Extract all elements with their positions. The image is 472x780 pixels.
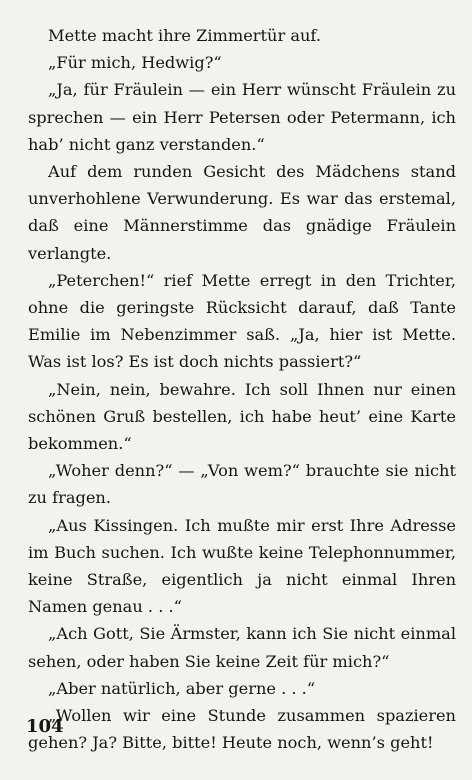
paragraph: „Aber natürlich, aber gerne . . .“: [48, 678, 316, 698]
paragraph: „Peterchen!“ rief Mette erregt in den Trichter, ohne die geringste Rücksicht darauf, daß Tante Emilie im Nebenzimmer saß. „Ja, hier ist Mette. Was ist los? Es ist doch nichts passiert?“: [28, 270, 456, 372]
paragraph: „Nein, nein, bewahre. Ich soll Ihnen nur einen schönen Gruß bestellen, ich habe heut’ eine Karte bekommen.“: [28, 379, 456, 454]
paragraph: „Für mich, Hedwig?“: [48, 53, 222, 73]
paragraph: „Ja, für Fräulein — ein Herr wünscht Fräulein zu sprechen — ein Herr Petersen oder Petermann, ich hab’ nicht ganz verstanden.“: [28, 80, 456, 154]
paragraph: „Aus Kissingen. Ich mußte mir erst Ihre Adresse im Buch suchen. Ich wußte keine Telephonnummer, keine Straße, eigentlich ja nicht einmal Ihren Namen genau . . .“: [28, 515, 456, 617]
paragraph: „Wollen wir eine Stunde zusammen spazieren gehen? Ja? Bitte, bitte! Heute noch, wenn’s geht!: [28, 706, 456, 753]
paragraph: Auf dem runden Gesicht des Mädchens stand unverhohlene Verwunderung. Es war das erstemal, daß eine Männerstimme das gnädige Fräulein verlangte.: [28, 162, 456, 263]
body-text: [28, 22, 456, 756]
paragraph: Mette macht ihre Zimmertür auf.: [48, 26, 321, 45]
paragraph: „Ach Gott, Sie Ärmster, kann ich Sie nicht einmal sehen, oder haben Sie keine Zeit für mich?“: [28, 624, 456, 671]
paragraph: „Woher denn?“ — „Von wem?“ brauchte sie nicht zu fragen.: [28, 461, 456, 508]
page-number: 104: [26, 716, 64, 737]
